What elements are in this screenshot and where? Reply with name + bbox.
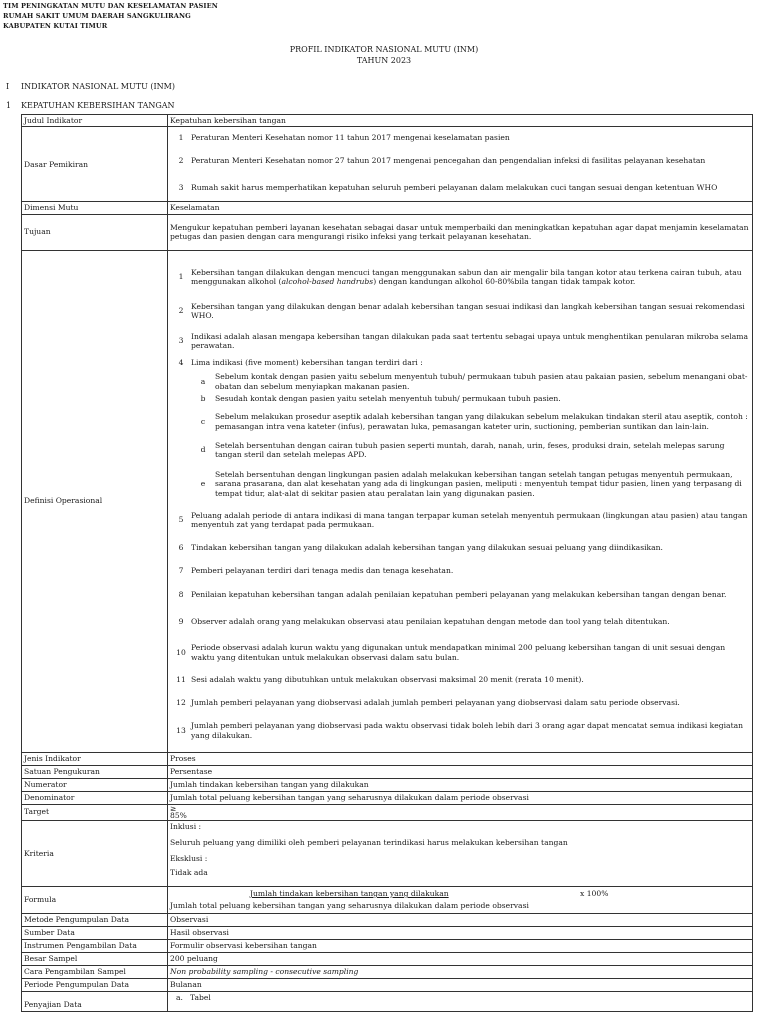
list-item: 11 Sesi adalah waktu yang dibutuhkan untuk melakukan observasi maksimal 20 menit (rerata 10 menit).	[176, 674, 584, 684]
row-penyajian: Penyajian Data a. Tabel	[22, 991, 753, 1011]
list-item: c Sebelum melakukan prosedur aseptik adalah kebersihan tangan yang dilakukan sebelum melakukan tindakan steril atau aseptik, contoh : pemasangan intra vena kateter (infus), perawatan luka, pemasangan kateter urin, suctioning, pemberian suntikan dan lain-lain.	[200, 412, 748, 431]
row-periode: Periode Pengumpulan Data Bulanan	[22, 978, 753, 991]
row-judul	[22, 115, 753, 127]
row-satuan: Satuan Pengukuran Persentase	[22, 765, 753, 778]
value-tujuan: Mengukur kepatuhan pemberi layanan kesehatan sebagai dasar untuk memperbaiki dan meningkatkan kepatuhan agar dapat menjamin keselamatan petugas dan pasien dengan cara mengurangi risiko infeksi yang terkait pelayanan kesehatan.	[168, 214, 753, 250]
row-besar: Besar Sampel 200 peluang	[22, 952, 753, 965]
list-item: 4 Lima indikasi (five moment) kebersihan tangan terdiri dari :	[178, 358, 423, 368]
formula-denominator: Jumlah total peluang kebersihan tangan yang seharusnya dilakukan dalam periode observasi	[170, 901, 529, 911]
doc-title: PROFIL INDIKATOR NASIONAL MUTU (INM)	[289, 45, 479, 54]
value-dimensi: Keselamatan	[168, 202, 753, 214]
value-judul: Kepatuhan kebersihan tangan	[168, 115, 753, 127]
row-tujuan	[22, 214, 753, 250]
list-item: 13 Jumlah pemberi pelayanan yang diobservasi pada waktu observasi tidak boleh lebih dari 3 orang agar dapat mencatat semua indikasi kegiatan yang dilakukan.	[176, 721, 744, 740]
row-cara: Cara Pengambilan Sampel Non probability sampling - consecutive sampling	[22, 965, 753, 978]
target-symbol: ≥	[170, 803, 177, 813]
dasar-list	[171, 127, 749, 201]
target-value: 85%	[170, 811, 187, 821]
row-jenis: Jenis Indikator Proses	[22, 752, 753, 765]
row-definisi	[22, 250, 753, 752]
row-metode: Metode Pengumpulan Data Observasi	[22, 913, 753, 926]
row-sumber: Sumber Data Hasil observasi	[22, 926, 753, 939]
header-line-1: TIM PENINGKATAN MUTU DAN KESELAMATAN PASIEN	[3, 2, 218, 10]
list-item: 5 Peluang adalah periode di antara indikasi di mana tangan terpapar kuman setelah menyentuh permukaan (lingkungan atau pasien) atau tangan menyentuh zat yang terdapat pada permukaan.	[178, 510, 748, 529]
row-dimensi	[22, 202, 753, 214]
list-item: 12 Jumlah pemberi pelayanan yang diobservasi adalah jumlah pemberi pelayanan yang diobservasi dalam satu periode observasi.	[176, 698, 680, 708]
list-item: 10 Periode observasi adalah kurun waktu yang digunakan untuk mendapatkan minimal 200 peluang kebersihan tangan di unit sesuai dengan waktu yang ditentukan untuk melakukan observasi dalam satu bulan.	[176, 643, 726, 662]
row-formula: Formula Jumlah tindakan kebersihan tangan yang dilakukan x 100% Jumlah total peluang kebersihan tangan yang seharusnya dilakukan dalam periode observasi	[22, 886, 753, 913]
subsection-title: KEPATUHAN KEBERSIHAN TANGAN	[21, 101, 175, 110]
list-item: 2 Kebersihan tangan yang dilakukan dengan benar adalah kebersihan tangan sesuai indikasi dan langkah kebersihan tangan sesuai rekomendasi WHO.	[178, 301, 745, 320]
doc-year: TAHUN 2023	[356, 56, 412, 65]
label-judul: Judul Indikator	[22, 115, 168, 127]
subsection-number: 1	[6, 101, 12, 110]
list-item: d Setelah bersentuhan dengan cairan tubuh pasien seperti muntah, darah, nanah, urin, feses, produksi drain, setelah melepas sarung tangan steril dan setelah melepas APD.	[200, 440, 725, 459]
header-line-3: KABUPATEN KUTAI TIMUR	[3, 22, 108, 30]
list-item: 7 Pemberi pelayanan terdiri dari tenaga medis dan tenaga kesehatan.	[178, 566, 454, 576]
eksklusi-text: Tidak ada	[170, 868, 208, 878]
list-item: 1 Peraturan Menteri Kesehatan nomor 11 tahun 2017 mengenai keselamatan pasien	[178, 132, 510, 142]
header-line-2: RUMAH SAKIT UMUM DAERAH SANGKULIRANG	[3, 12, 191, 20]
formula-numerator: Jumlah tindakan kebersihan tangan yang dilakukan	[250, 889, 449, 899]
definisi-list	[171, 258, 749, 744]
label-dimensi: Dimensi Mutu	[22, 202, 168, 214]
indicator-profile-table	[21, 114, 753, 1012]
row-target: Target ≥ 85%	[22, 804, 753, 820]
list-item: 8 Penilaian kepatuhan kebersihan tangan adalah penilaian kepatuhan pemberi pelayanan yang melakukan kebersihan tangan dengan benar.	[178, 589, 727, 599]
list-item: 1 Kebersihan tangan dilakukan dengan mencuci tangan menggunakan sabun dan air mengalir bila tangan kotor atau terkena cairan tubuh, atau menggunakan alkohol (alcohol-based handrubs) dengan kandungan alkohol 60-80%bila tangan tidak tampak kotor.	[178, 267, 742, 286]
list-item: 3 Indikasi adalah alasan mengapa kebersihan tangan dilakukan pada saat tertentu sebagai upaya untuk menghentikan penularan mikroba selama perawatan.	[178, 331, 749, 350]
label-dasar: Dasar Pemikiran	[22, 127, 168, 202]
row-kriteria: Kriteria Inklusi : Seluruh peluang yang dimiliki oleh pemberi pelayanan terindikasi harus melakukan kebersihan tangan Eksklusi : Tidak ada	[22, 820, 753, 886]
inklusi-label: Inklusi :	[170, 821, 202, 831]
list-item: 6 Tindakan kebersihan tangan yang dilakukan adalah kebersihan tangan yang dilakukan sesuai peluang yang diindikasikan.	[178, 542, 663, 552]
section-title: INDIKATOR NASIONAL MUTU (INM)	[21, 82, 175, 91]
inklusi-text: Seluruh peluang yang dimiliki oleh pemberi pelayanan terindikasi harus melakukan kebersihan tangan	[170, 837, 568, 847]
list-item: a Sebelum kontak dengan pasien yaitu sebelum menyentuh tubuh/ permukaan tubuh pasien atau pakaian pasien, sebelum menangani obat-obatan dan sebelum menyiapkan makanan pasien.	[200, 372, 748, 391]
list-item: 9 Observer adalah orang yang melakukan observasi atau penilaian kepatuhan dengan metode dan tool yang telah ditentukan.	[178, 616, 670, 626]
label-tujuan: Tujuan	[22, 214, 168, 250]
row-denominator: Denominator Jumlah total peluang kebersihan tangan yang seharusnya dilakukan dalam periode observasi	[22, 791, 753, 804]
section-number: I	[6, 82, 10, 91]
row-instrumen: Instrumen Pengambilan Data Formulir observasi kebersihan tangan	[22, 939, 753, 952]
eksklusi-label: Eksklusi :	[170, 854, 208, 864]
label-definisi: Definisi Operasional	[22, 250, 168, 752]
formula-multiplier: x 100%	[580, 889, 609, 899]
list-item: e Setelah bersentuhan dengan lingkungan pasien adalah melakukan kebersihan tangan setelah tangan petugas menyentuh permukaan, sarana prasarana, dan alat kesehatan yang ada di lingkungan pasien, meliputi : menyentuh tempat tidur pasien, linen yang terpasang di tempat tidur, alat-alat di sekitar pasien atau peralatan lain yang digunakan pasien.	[200, 470, 742, 498]
row-numerator: Numerator Jumlah tindakan kebersihan tangan yang dilakukan	[22, 778, 753, 791]
list-item: b Sesudah kontak dengan pasien yaitu setelah menyentuh tubuh/ permukaan tubuh pasien.	[200, 394, 561, 404]
list-item: 3 Rumah sakit harus memperhatikan kepatuhan seluruh pemberi pelayanan dalam melakukan cuci tangan sesuai dengan ketentuan WHO	[178, 183, 718, 193]
five-moments-list	[191, 370, 749, 506]
list-item: 2 Peraturan Menteri Kesehatan nomor 27 tahun 2017 mengenai pencegahan dan pengendalian infeksi di fasilitas pelayanan kesehatan	[178, 156, 706, 166]
row-dasar	[22, 127, 753, 202]
